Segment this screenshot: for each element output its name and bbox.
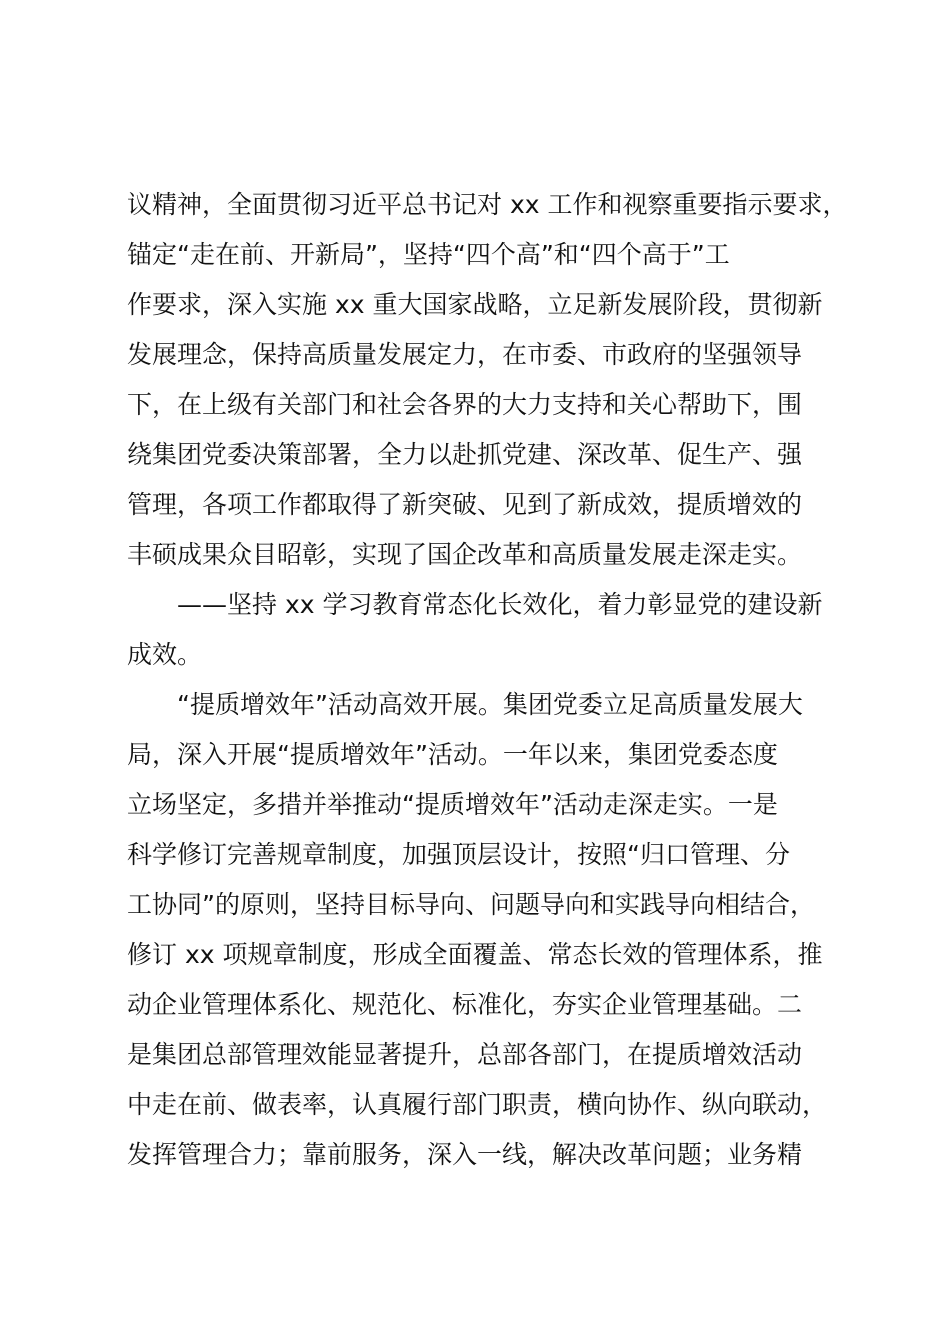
- text-line: 动企业管理体系化、规范化、标准化，夯实企业管理基础。二: [127, 990, 803, 1019]
- text-line: 立场坚定，多措并举推动“提质增效年”活动走深走实。一是: [127, 790, 778, 819]
- paragraph-start-line: “提质增效年”活动高效开展。集团党委立足高质量发展大: [177, 690, 803, 719]
- text-line: 作要求，深入实施 xx 重大国家战略，立足新发展阶段，贯彻新: [127, 290, 823, 319]
- text-line: 管理，各项工作都取得了新突破、见到了新成效，提质增效的: [127, 490, 803, 519]
- text-line: 中走在前、做表率，认真履行部门职责，横向协作、纵向联动，: [127, 1090, 828, 1119]
- text-line: 修订 xx 项规章制度，形成全面覆盖、常态长效的管理体系，推: [127, 940, 823, 969]
- text-line: 发展理念，保持高质量发展定力，在市委、市政府的坚强领导: [127, 340, 803, 369]
- section-heading-line: 成效。: [127, 640, 203, 669]
- text-line: 发挥管理合力；靠前服务，深入一线，解决改革问题；业务精: [127, 1140, 803, 1169]
- text-line: 局，深入开展“提质增效年”活动。一年以来，集团党委态度: [127, 740, 778, 769]
- section-heading-line: ——坚持 xx 学习教育常态化长效化，着力彰显党的建设新: [177, 590, 823, 619]
- document-body: [127, 180, 867, 1180]
- text-line: 是集团总部管理效能显著提升，总部各部门，在提质增效活动: [127, 1040, 803, 1069]
- text-line: 工协同”的原则，坚持目标导向、问题导向和实践导向相结合，: [127, 890, 815, 919]
- text-line: 议精神，全面贯彻习近平总书记对 xx 工作和视察重要指示要求，: [127, 190, 848, 219]
- text-line: 丰硕成果众目昭彰，实现了国企改革和高质量发展走深走实。: [127, 540, 803, 569]
- text-line: 绕集团党委决策部署，全力以赴抓党建、深改革、促生产、强: [127, 440, 803, 469]
- text-line: 科学修订完善规章制度，加强顶层设计，按照“归口管理、分: [127, 840, 790, 869]
- text-line: 锚定“走在前、开新局”，坚持“四个高”和“四个高于”工: [127, 240, 730, 269]
- text-line: 下，在上级有关部门和社会各界的大力支持和关心帮助下，围: [127, 390, 803, 419]
